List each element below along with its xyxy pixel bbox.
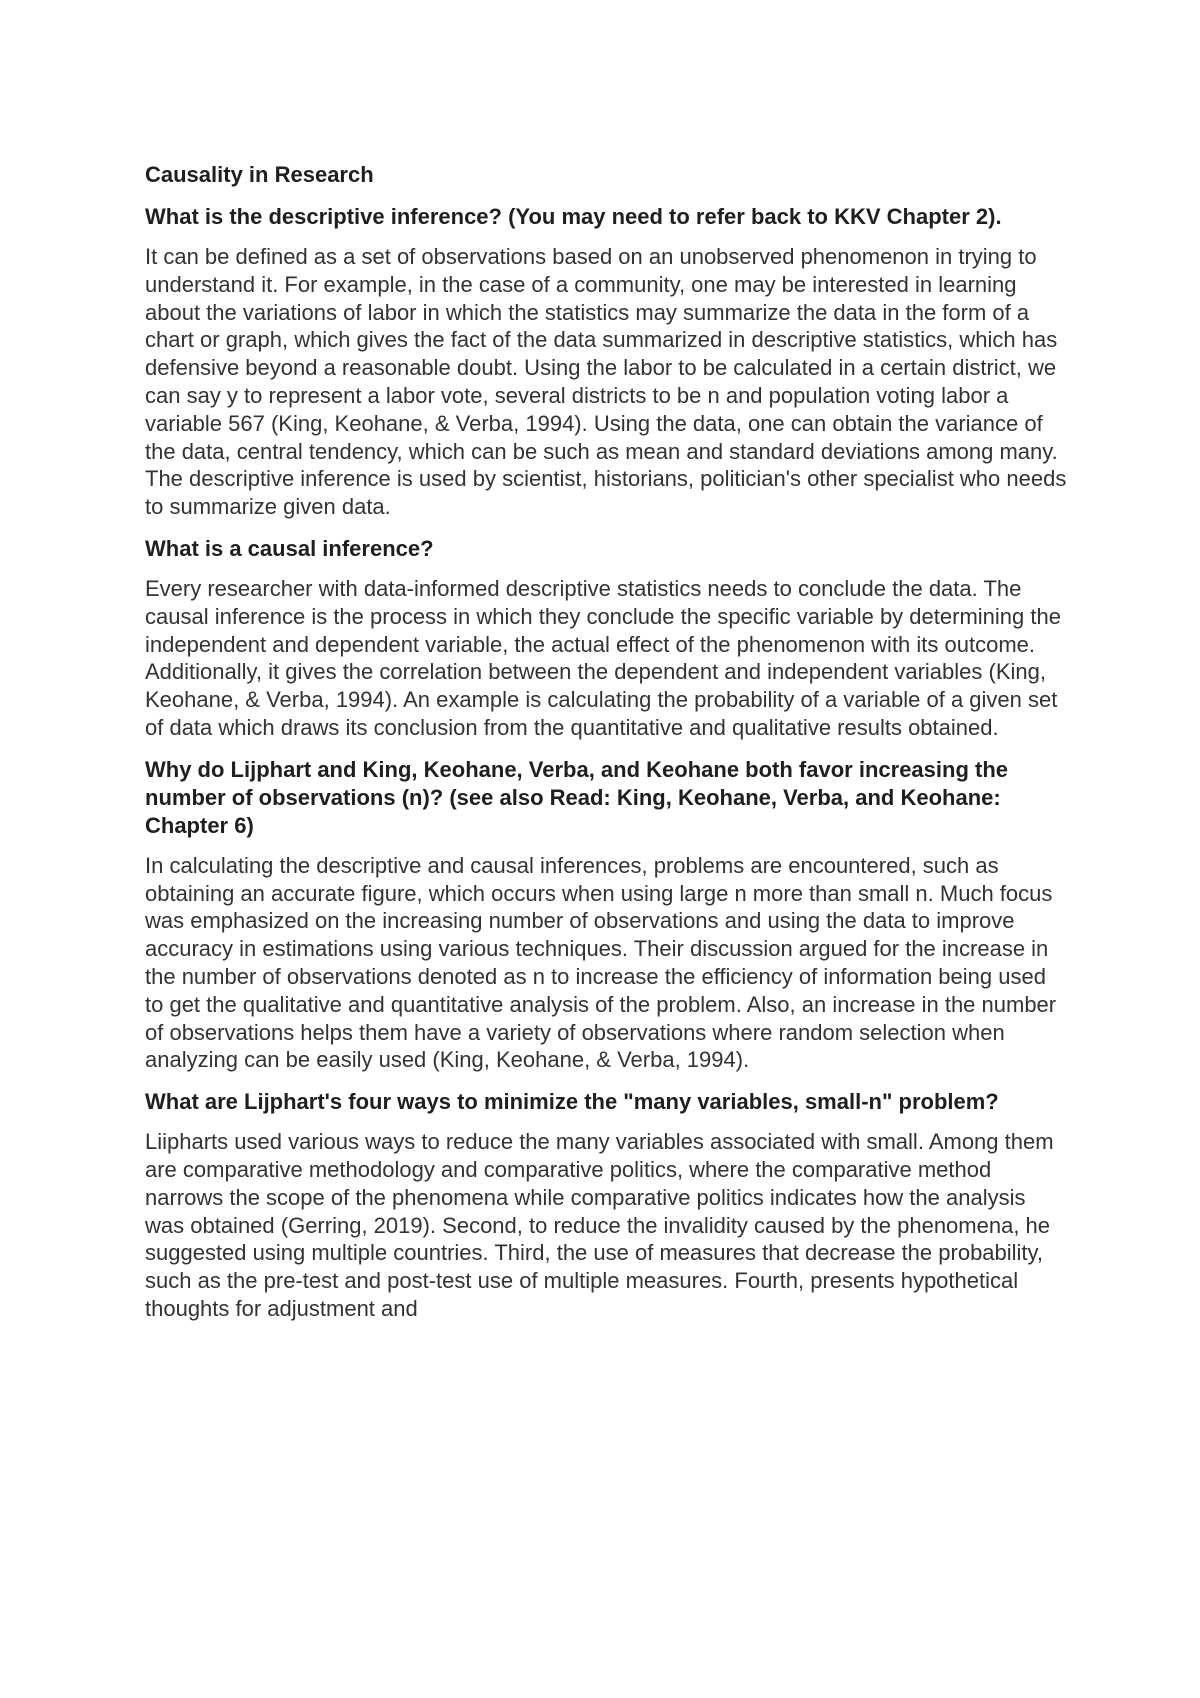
section-question: What is the descriptive inference? (You may need to refer back to KKV Chapter 2). bbox=[145, 204, 1002, 229]
section-question: What is a causal inference? bbox=[145, 535, 434, 561]
section-descriptive-inference bbox=[145, 203, 1070, 521]
section-answer: Liipharts used various ways to reduce the many variables associated with small. Among them are comparative methodology and comparative politics, where the comparative method narrows the scope of the phenomena while comparative politics indicates how the analysis was obtained (Gerring, 2019). Second, to reduce the invalidity caused by the phenomena, he suggested using multiple countries. Third, the use of measures that decrease the probability, such as the pre-test and post-test use of multiple measures. Fourth, presents hypothetical thoughts for adjustment and bbox=[145, 1129, 1054, 1321]
section-answer: It can be defined as a set of observations based on an unobserved phenomenon in trying to understand it. For example, in the case of a community, one may be interested in learning about the variations of labor in which the statistics may summarize the data in the form of a chart or graph, which gives the fact of the data summarized in descriptive statistics, which has defensive beyond a reasonable doubt. Using the labor to be calculated in a certain district, we can say y to represent a labor vote, several districts to be n and population voting labor a variable 567 (King, Keohane, & Verba, 1994). Using the data, one can obtain the variance of the data, central tendency, which can be such as mean and standard deviations among many. The descriptive inference is used by scientist, historians, politician's other specialist who needs to summarize given data. bbox=[145, 244, 1067, 520]
section-causal-inference bbox=[145, 535, 1070, 742]
document-page bbox=[145, 161, 1070, 1337]
section-answer: Every researcher with data-informed descriptive statistics needs to conclude the data. The causal inference is the process in which they conclude the specific variable by determining the independent and dependent variable, the actual effect of the phenomenon with its outcome. Additionally, it gives the correlation between the dependent and independent variables (King, Keohane, & Verba, 1994). An example is calculating the probability of a variable of a given set of data which draws its conclusion from the quantitative and qualitative results obtained. bbox=[145, 575, 1061, 740]
section-question: Why do Lijphart and King, Keohane, Verba, and Keohane both favor increasing the number of observations (n)? (see also Read: King, Keohane, Verba, and Keohane: Chapter 6) bbox=[145, 756, 1008, 838]
section-lijphart-four-ways bbox=[145, 1088, 1070, 1323]
section-number-of-observations bbox=[145, 756, 1070, 1074]
section-question: What are Lijphart's four ways to minimize the "many variables, small-n" problem? bbox=[145, 1089, 999, 1115]
document-title: Causality in Research bbox=[145, 162, 374, 187]
section-answer: In calculating the descriptive and causal inferences, problems are encountered, such as obtaining an accurate figure, which occurs when using large n more than small n. Much focus was emphasized on the increasing number of observations and using the data to improve accuracy in estimations using various techniques. Their discussion argued for the increase in the number of observations denoted as n to increase the efficiency of information being used to get the qualitative and quantitative analysis of the problem. Also, an increase in the number of observations helps them have a variety of observations where random selection when analyzing can be easily used (King, Keohane, & Verba, 1994). bbox=[145, 852, 1057, 1073]
